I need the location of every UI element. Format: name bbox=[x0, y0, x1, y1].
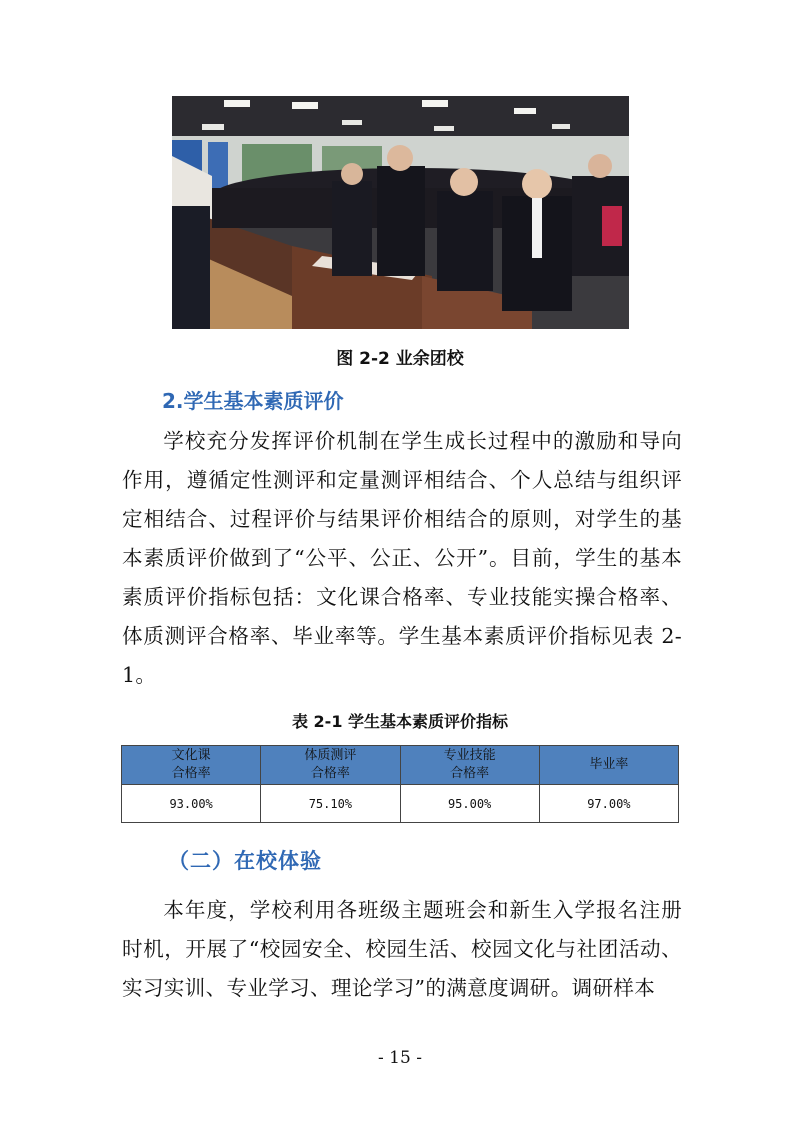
figure-caption: 图 2-2 业余团校 bbox=[336, 349, 464, 369]
page-number: - 15 - bbox=[378, 1048, 422, 1068]
table-header-cell bbox=[261, 746, 400, 785]
body-paragraph: 本年度，学校利用各班级主题班会和新生入学报名注册时机，开展了“校园安全、校园生活、校园文化与社团活动、实习实训、专业学习、理论学习”的满意度调研。调研样本 bbox=[122, 898, 682, 1000]
subsection-heading: （二）在校体验 bbox=[168, 849, 322, 873]
section-heading: 2.学生基本素质评价 bbox=[162, 389, 344, 413]
header-line: 毕业率 bbox=[589, 757, 629, 772]
body-paragraph: 学校充分发挥评价机制在学生成长过程中的激励和导向作用，遵循定性测评和定量测评相结合、个人总结与组织评定相结合、过程评价与结果评价相结合的原则，对学生的基本素质评价做到了“公平、公正、公开”。目前，学生的基本素质评价指标包括：文化课合格率、专业技能实操合格率、体质测评合格率、毕业率等。学生基本素质评价指标见表 2-1。 bbox=[122, 429, 682, 687]
table-caption: 表 2-1 学生基本素质评价指标 bbox=[291, 712, 509, 731]
figure-photo-youth-league-school bbox=[172, 96, 629, 329]
table-header-row bbox=[122, 746, 679, 785]
evaluation-indicator-table bbox=[121, 745, 679, 823]
table-cell: 93.00% bbox=[122, 785, 261, 823]
table-row bbox=[122, 785, 679, 823]
header-line: 合格率 bbox=[171, 766, 211, 781]
table-cell: 75.10% bbox=[261, 785, 400, 823]
header-line: 专业技能 bbox=[443, 748, 496, 763]
table-header-cell bbox=[400, 746, 539, 785]
header-line: 体质测评 bbox=[304, 748, 357, 763]
table-header-cell bbox=[122, 746, 261, 785]
header-line: 合格率 bbox=[450, 766, 490, 781]
table-cell: 95.00% bbox=[400, 785, 539, 823]
table-cell: 97.00% bbox=[539, 785, 678, 823]
header-line: 文化课 bbox=[171, 748, 211, 763]
header-line: 合格率 bbox=[310, 766, 350, 781]
table-header-cell bbox=[539, 746, 678, 785]
